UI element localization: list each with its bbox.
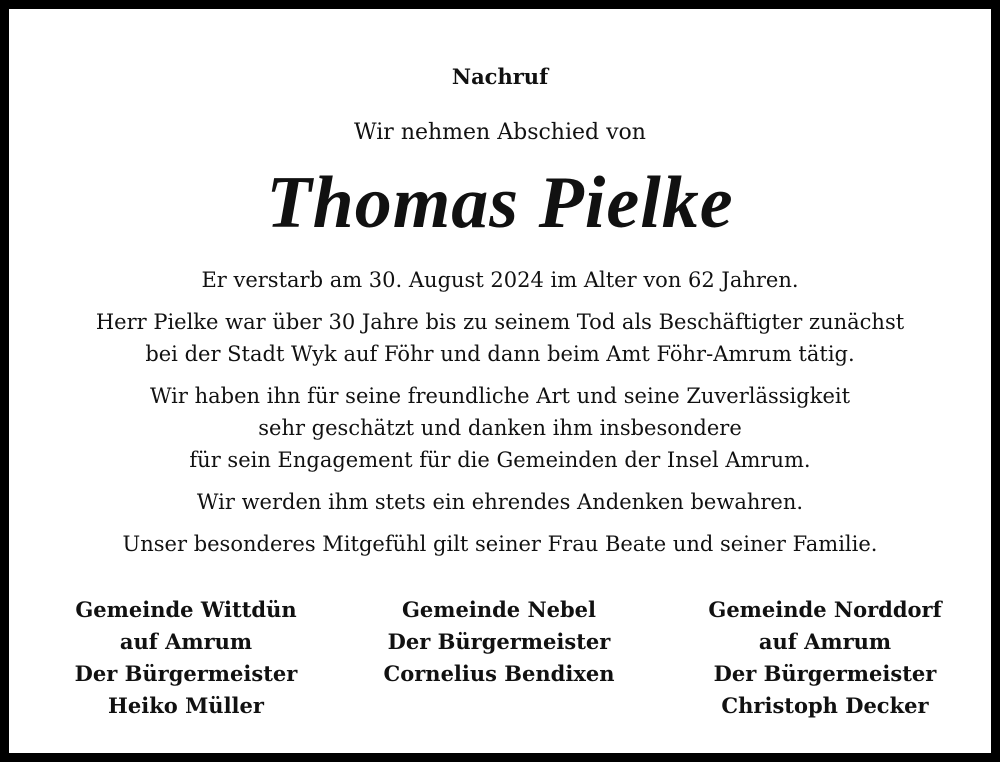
notice-body <box>39 264 961 570</box>
signatory-norddorf <box>675 594 975 722</box>
paragraph-condolence <box>39 528 961 560</box>
text-line: Wir werden ihm stets ein ehrendes Andenken bewahren. <box>196 490 804 514</box>
signatory-line: auf Amrum <box>119 629 253 654</box>
paragraph-death-date <box>39 264 961 296</box>
paragraph-employment <box>39 306 961 370</box>
text-line: Wir haben ihn für seine freundliche Art und seine Zuverlässigkeit <box>149 384 851 408</box>
signatory-wittduen <box>36 594 336 722</box>
signatory-line: Gemeinde Wittdün <box>75 597 297 622</box>
intro-line: Wir nehmen Abschied von <box>354 120 646 145</box>
text-line: bei der Stadt Wyk auf Föhr und dann beim Amt Föhr-Amrum tätig. <box>145 342 855 366</box>
text-line: Er verstarb am 30. August 2024 im Alter von 62 Jahren. <box>201 268 799 292</box>
signatory-line: Der Bürgermeister <box>713 661 937 686</box>
notice-heading: Nachruf <box>451 64 549 89</box>
paragraph-appreciation <box>39 380 961 476</box>
signatory-line: Der Bürgermeister <box>74 661 298 686</box>
text-line: für sein Engagement für die Gemeinden der Insel Amrum. <box>189 448 811 472</box>
signatory-line: Christoph Decker <box>721 693 929 718</box>
paragraph-remembrance <box>39 486 961 518</box>
signatory-line: Cornelius Bendixen <box>383 661 615 686</box>
signatory-nebel <box>349 594 649 690</box>
text-line: Herr Pielke war über 30 Jahre bis zu seinem Tod als Beschäftigter zunächst <box>95 310 905 334</box>
text-line: sehr geschätzt und danken ihm insbesondere <box>258 416 742 440</box>
signatory-line: Der Bürgermeister <box>387 629 611 654</box>
signatory-line: Gemeinde Norddorf <box>708 597 942 622</box>
text-line: Unser besonderes Mitgefühl gilt seiner Frau Beate und seiner Familie. <box>122 532 878 556</box>
signatory-line: auf Amrum <box>758 629 892 654</box>
signatory-line: Gemeinde Nebel <box>401 597 597 622</box>
deceased-name: Thomas Pielke <box>266 162 734 244</box>
signatory-line: Heiko Müller <box>108 693 264 718</box>
